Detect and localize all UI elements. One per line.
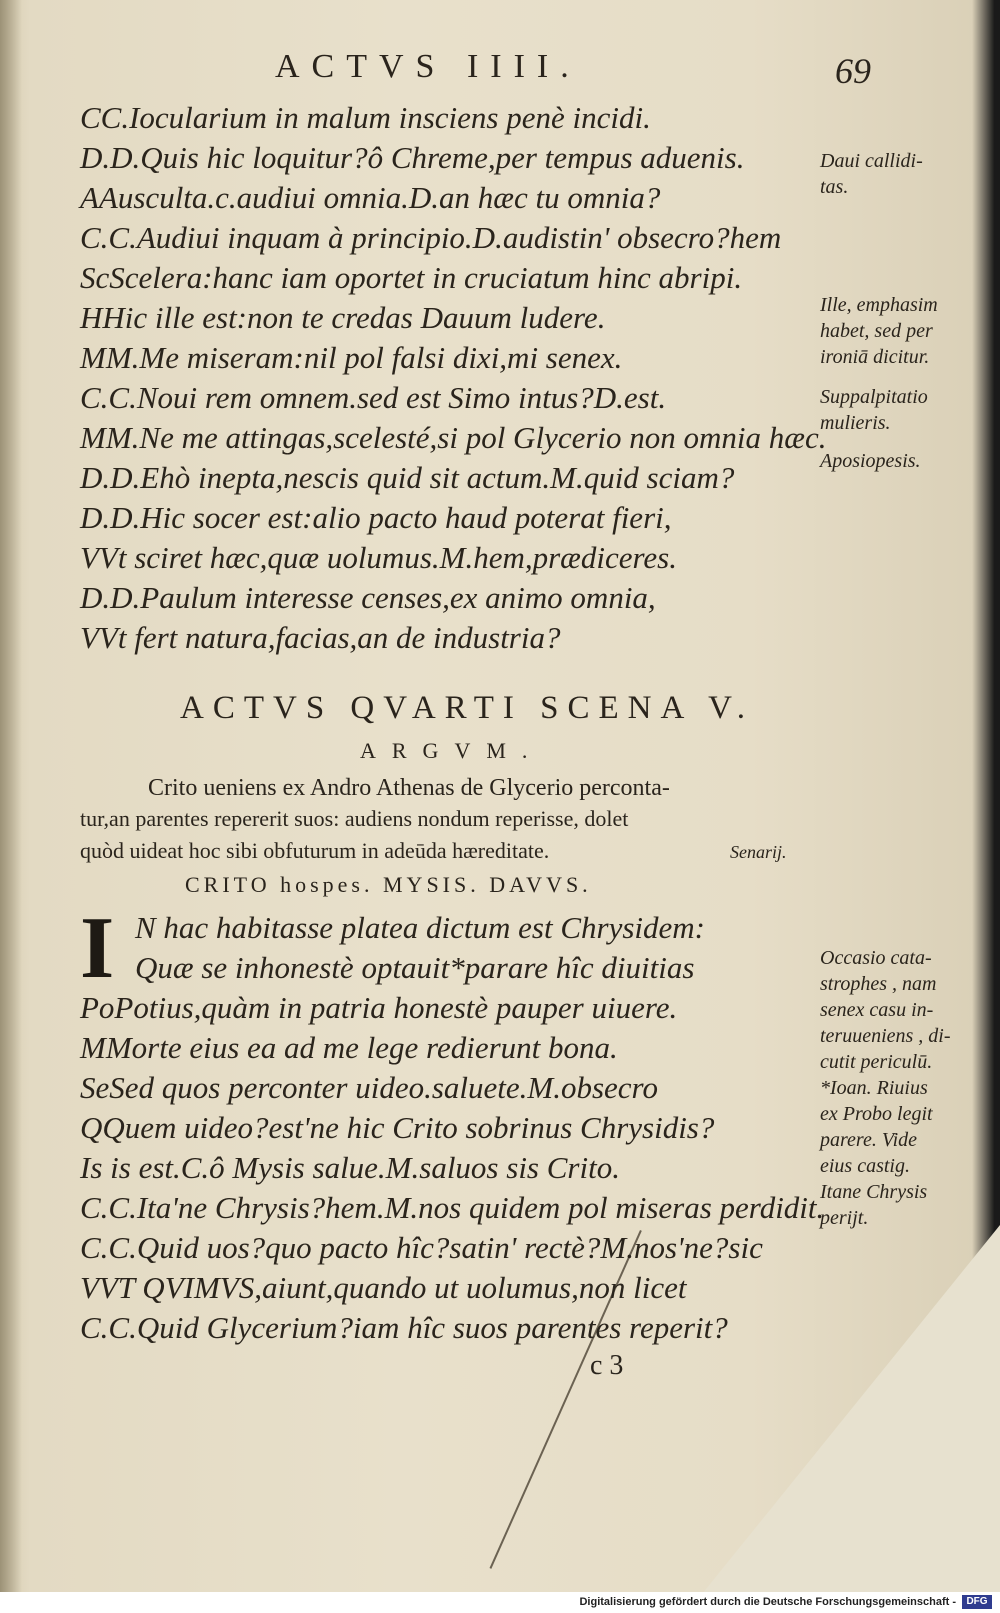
verse-line: C.C.Quid Glycerium?iam hîc suos parentes reperit? [80,1310,728,1345]
marginal-note: Aposiopesis. [820,450,921,472]
verse-line: VVt sciret hæc,quæ uolumus.M.hem,prædiceres. [80,540,677,575]
argument-line: Crito ueniens ex Andro Athenas de Glycerio perconta- [148,775,670,801]
gutter-shadow [0,0,22,1592]
verse-line: MM.Me miseram:nil pol falsi dixi,mi senex. [80,340,623,375]
verse-line: HHic ille est:non te credas Dauum ludere. [80,300,606,335]
verse-line: D.D.Paulum interesse censes,ex animo omnia, [80,580,656,615]
verse-line: VVT QVIMVS,aiunt,quando ut uolumus,non licet [80,1270,687,1305]
digitization-footer [0,1592,1000,1613]
meter-note: Senarij. [730,842,787,862]
argument-line: tur,an parentes repererit suos: audiens nondum reperisse, dolet [80,806,629,831]
verse-line: VVt fert natura,facias,an de industria? [80,620,561,655]
verse-line: C.C.Noui rem omnem.sed est Simo intus?D.est. [80,380,667,415]
verse-line: D.D.Ehò inepta,nescis quid sit actum.M.quid sciam? [80,460,735,495]
verse-line: C.C.Audiui inquam à principio.D.audistin' obsecro?hem [80,220,782,255]
argument-heading: ARGVM. [360,738,544,763]
running-head: ACTVS IIII. [275,48,581,85]
marginal-note: Suppalpitatio mulieris. [820,386,928,434]
verse-line: C.C.Ita'ne Chrysis?hem.M.nos quidem pol miseras perdidit. [80,1190,825,1225]
argument-line: quòd uideat hoc sibi obfuturum in adeūda hæreditate. [80,838,550,863]
dramatis-personae: CRITO hospes. MYSIS. DAVVS. [185,872,592,897]
verse-line: Quæ se inhonestè optauit*parare hîc diuitias [135,950,695,985]
verse-line: PoPotius,quàm in patria honestè pauper uiuere. [80,990,678,1025]
funding-credit: Digitalisierung gefördert durch die Deutsche Forschungsgemeinschaft - [579,1596,956,1608]
drop-capital: I [80,900,115,997]
verse-line: N hac habitasse platea dictum est Chrysidem: [135,910,705,945]
verse-line: D.D.Hic socer est:alio pacto haud poterat fieri, [80,500,672,535]
signature-mark: c 3 [590,1350,624,1381]
marginal-note: Ille, emphasim habet, sed per ironiā dicitur. [820,294,938,368]
verse-line: C.C.Quid uos?quo pacto hîc?satin' rectè?M.nos'ne?sic [80,1230,763,1265]
verse-line: Is is est.C.ô Mysis salue.M.saluos sis Crito. [80,1150,620,1185]
verse-line: CC.Iocularium in malum insciens penè incidi. [80,100,651,135]
verse-line: SeSed quos perconter uideo.saluete.M.obsecro [80,1070,658,1105]
verse-line: QQuem uideo?est'ne hic Crito sobrinus Chrysidis? [80,1110,715,1145]
marginal-note: Occasio cata- strophes , nam senex casu in- teruueniens , di- cutit periculū. *Ioan. Riuius ex Probo legit parere. Vide eius castig. Itane Chrysis perijt. [820,947,951,1229]
marginal-note: Daui callidi- tas. [820,150,923,198]
verse-line: MM.Ne me attingas,scelesté,si pol Glycerio non omnia hæc. [80,420,827,455]
verse-line: D.D.Quis hic loquitur?ô Chreme,per tempus aduenis. [80,140,745,175]
verse-line: ScScelera:hanc iam oportet in cruciatum hinc abripi. [80,260,743,295]
folio-number: 69 [835,51,871,91]
dfg-logo: DFG [962,1595,992,1609]
verse-line: MMorte eius ea ad me lege redierunt bona. [80,1030,618,1065]
verse-line: AAusculta.c.audiui omnia.D.an hæc tu omnia? [80,180,661,215]
scene-heading: ACTVS QVARTI SCENA V. [180,690,754,726]
